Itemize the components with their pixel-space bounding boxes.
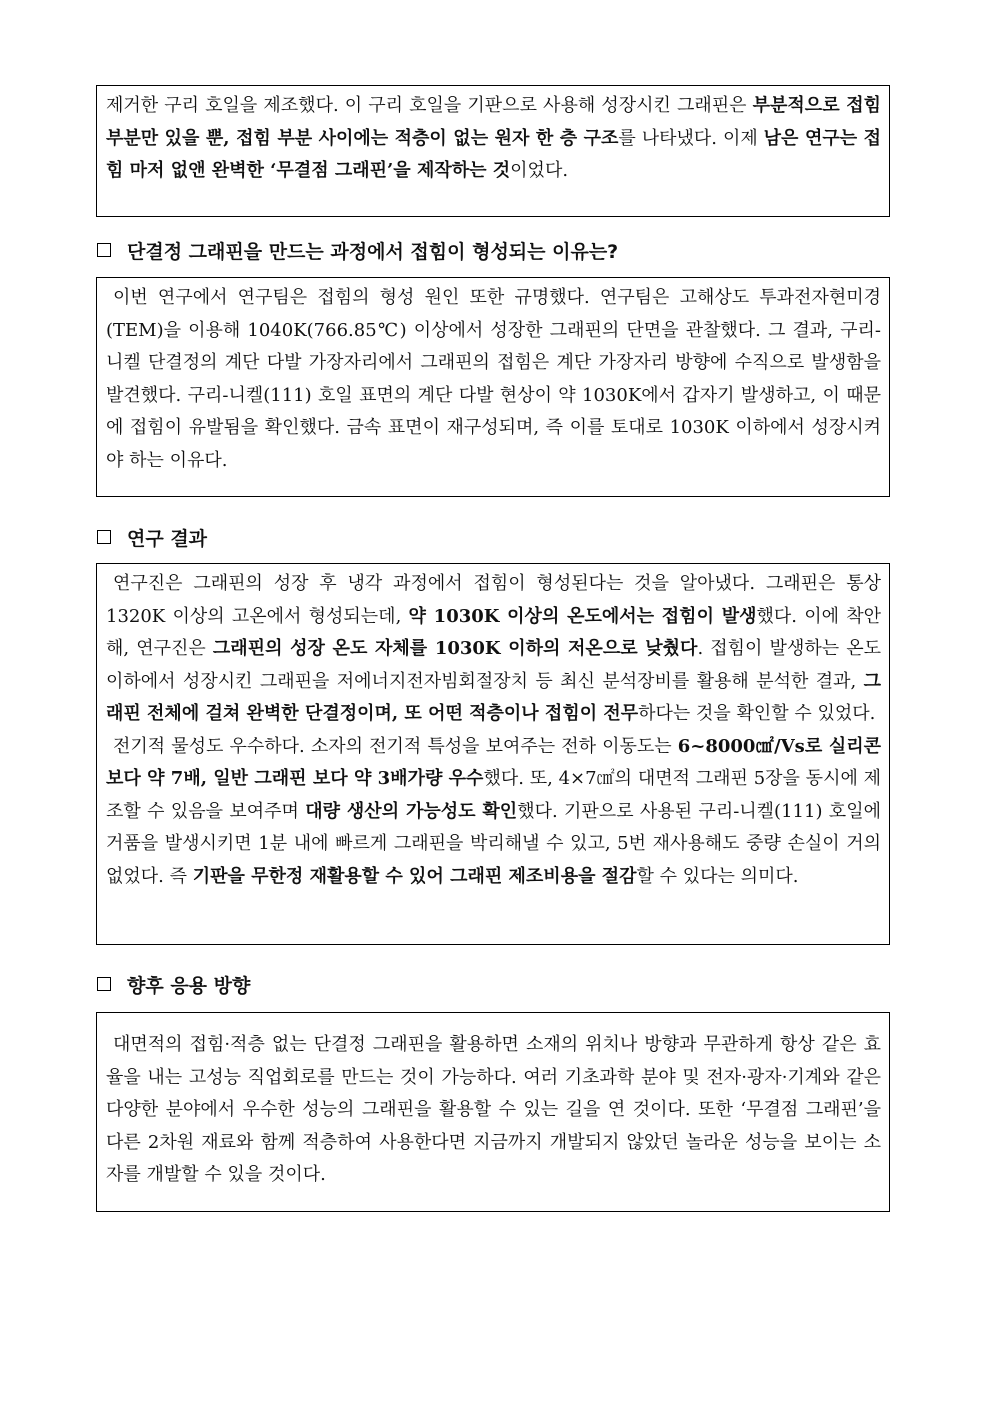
emphasized-text: 대량 생산의 가능성도 확인 — [305, 800, 518, 822]
text-run: 하다는 것을 확인할 수 있었다. — [638, 703, 876, 724]
text-run: 를 나타냈다. 이제 — [618, 127, 764, 149]
text-run: 연구진은 그래핀의 성장 후 냉각 과정에서 접힘이 형성된다는 것을 알아냈다. 그래핀은 통상 1320K 이상의 고온에서 형성되는데, — [106, 573, 881, 627]
section-heading-applications — [97, 970, 250, 998]
text-run: 이번 연구에서 연구팀은 접힘의 형성 원인 또한 규명했다. 연구팀은 고해상도 투과전자현미경(TEM)을 이용해 1040K(766.85℃) 이상에서 성장한 그래핀의 단면을 관찰했다. 그 결과, 구리-니켈 단결정의 계단 다발 가장자리에서 그래핀의 접힘은 계단 가장자리 방향에 수직으로 발생함을 발견했다. 구리-니켈(111) 호일 표면의 계단 다발 현상이 약 1030K에서 갑자기 발생하고, 이 때문에 접힘이 유발됨을 확인했다. 금속 표면이 재구성되며, 즉 이를 토대로 1030K 이하에서 성장시켜야 하는 이유다. — [106, 287, 881, 471]
text-run: . 접힘이 발생하는 온도 이하에서 성장시킨 그래핀을 저에너지전자빔회절장치 등 최신 분석장비를 활용해 분석한 결과, — [106, 638, 881, 692]
emphasized-text: 기판을 무한정 재활용할 수 있어 그래핀 제조비용을 절감 — [192, 865, 637, 887]
section-heading-fold-cause — [97, 236, 618, 264]
section-heading-text: 단결정 그래핀을 만드는 과정에서 접힘이 형성되는 이유는? — [127, 240, 619, 263]
text-run: 제거한 구리 호일을 제조했다. 이 구리 호일을 기판으로 사용해 성장시킨 그래핀은 — [106, 95, 753, 116]
emphasized-text: 그래핀의 성장 온도 자체를 1030K 이하의 저온으로 낮췄다 — [212, 638, 698, 659]
applications-text-box — [96, 1012, 890, 1212]
text-run: 했다. 기판으로 사용된 구리-니켈(111) 호일에 거품을 발생시키면 1분 내에 빠르게 그래핀을 박리해낼 수 있고, 5번 재사용해도 중량 손실이 거의 없었다. 즉 — [106, 800, 881, 887]
checkbox-icon — [97, 530, 111, 544]
fold-cause-paragraph — [106, 282, 881, 477]
results-text-box — [96, 563, 890, 945]
text-run: 했다. 이에 착안해, 연구진은 — [106, 605, 881, 659]
intro-text-box — [96, 85, 890, 217]
fold-cause-text-box — [96, 277, 890, 497]
applications-paragraph — [106, 1029, 881, 1192]
text-run: 전기적 물성도 우수하다. 소자의 전기적 특성을 보여주는 전하 이동도는 — [113, 735, 678, 757]
checkbox-icon — [97, 243, 111, 257]
text-run: 했다. 또, 4×7㎠의 대면적 그래핀 5장을 동시에 제조할 수 있음을 보여주며 — [106, 768, 882, 822]
emphasized-text: 6~8000㎠/Vs로 실리콘 보다 약 7배, 일반 그래핀 보다 약 3배가량 우수 — [106, 735, 881, 789]
section-heading-text: 연구 결과 — [127, 527, 208, 550]
section-heading-results — [97, 523, 207, 551]
text-run: 이었다. — [510, 160, 569, 181]
emphasized-text: 남은 연구는 접힘 마저 없앤 완벽한 ‘무결점 그래핀’을 제작하는 것 — [106, 127, 881, 181]
emphasized-text: 약 1030K 이상의 온도에서는 접힘이 발생 — [408, 605, 757, 627]
checkbox-icon — [97, 977, 111, 991]
section-heading-text: 향후 응용 방향 — [127, 974, 251, 997]
results-paragraph-2 — [106, 731, 881, 894]
emphasized-text: 그래핀 전체에 걸쳐 완벽한 단결정이며, 또 어떤 적층이나 접힘이 전무 — [106, 670, 881, 724]
intro-paragraph — [106, 90, 881, 188]
emphasized-text: 부분적으로 접힘 부분만 있을 뿐, 접힘 부분 사이에는 적층이 없는 원자 한 층 구조 — [106, 95, 882, 149]
text-run: 할 수 있다는 의미다. — [636, 865, 799, 887]
results-paragraph-1 — [106, 568, 881, 731]
text-run: 대면적의 접힘·적층 없는 단결정 그래핀을 활용하면 소재의 위치나 방향과 무관하게 항상 같은 효율을 내는 고성능 직업회로를 만드는 것이 가능하다. 여러 기초과학 분야 및 전자·광자·기계와 같은 다양한 분야에서 우수한 성능의 그래핀을 활용할 수 있는 길을 연 것이다. 또한 ‘무결점 그래핀’을 다른 2차원 재료와 함께 적층하여 사용한다면 지금까지 개발되지 않았던 놀라운 성능을 보이는 소자를 개발할 수 있을 것이다. — [106, 1034, 881, 1185]
